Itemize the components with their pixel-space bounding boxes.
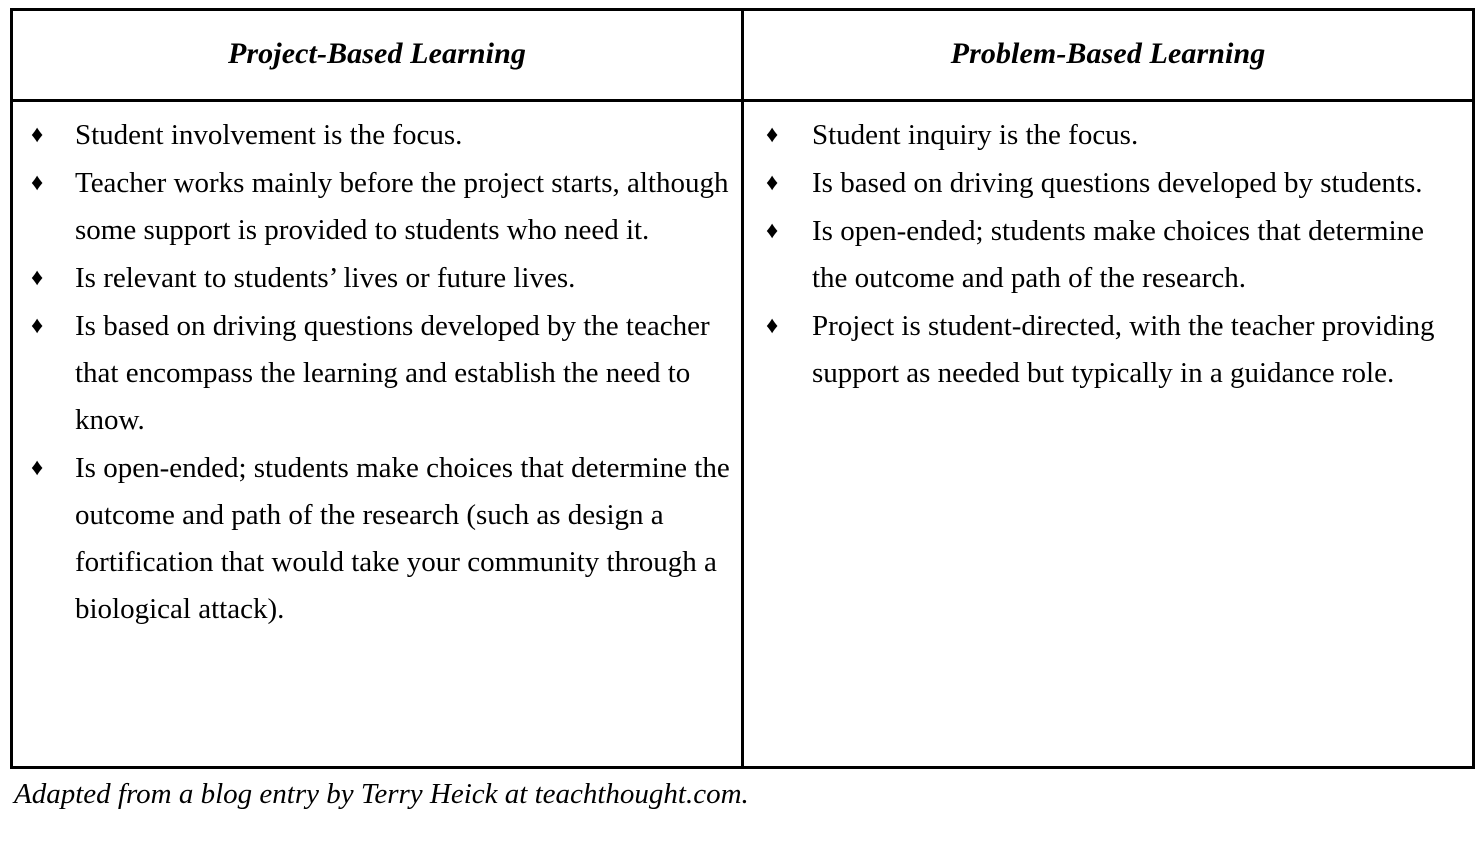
list-item — [17, 160, 735, 254]
list-item-text: Student involvement is the focus. — [75, 119, 463, 151]
list-item — [748, 208, 1466, 302]
list-item — [748, 303, 1466, 397]
diamond-bullet-icon: ♦ — [31, 265, 44, 291]
comparison-table — [10, 8, 1475, 769]
list-item-text: Student inquiry is the focus. — [812, 119, 1139, 151]
list-item — [748, 112, 1466, 159]
list-item-text: Is open-ended; students make choices that determine the outcome and path of the research. — [812, 215, 1425, 294]
column-body-project-based-learning — [12, 101, 743, 768]
diamond-bullet-icon: ♦ — [31, 313, 44, 339]
list-item-text: Is relevant to students’ lives or future lives. — [75, 262, 576, 294]
column-header-problem-based-learning: Problem-Based Learning — [743, 10, 1474, 101]
list-item-text: Is based on driving questions developed by the teacher that encompass the learning and establish the need to know. — [75, 310, 710, 436]
bullet-list-project-based-learning — [17, 112, 735, 633]
column-header-project-based-learning: Project-Based Learning — [12, 10, 743, 101]
diamond-bullet-icon: ♦ — [766, 313, 779, 339]
diamond-bullet-icon: ♦ — [31, 455, 44, 481]
list-item-text: Teacher works mainly before the project starts, although some support is provided to students who need it. — [75, 167, 729, 246]
table-body-row — [12, 101, 1474, 768]
list-item — [17, 112, 735, 159]
diamond-bullet-icon: ♦ — [31, 122, 44, 148]
list-item — [748, 160, 1466, 207]
diamond-bullet-icon: ♦ — [766, 170, 779, 196]
diamond-bullet-icon: ♦ — [31, 170, 44, 196]
list-item-text: Is based on driving questions developed by students. — [812, 167, 1423, 199]
list-item — [17, 255, 735, 302]
list-item-text: Project is student-directed, with the teacher providing support as needed but typically in a guidance role. — [812, 310, 1435, 389]
list-item-text: Is open-ended; students make choices that determine the outcome and path of the research (such as design a fortification that would take your community through a biological attack). — [75, 452, 730, 625]
table-header-row — [12, 10, 1474, 101]
bullet-list-problem-based-learning — [748, 112, 1466, 397]
column-body-problem-based-learning — [743, 101, 1474, 768]
source-attribution: Adapted from a blog entry by Terry Heick at teachthought.com. — [14, 778, 749, 810]
list-item — [17, 303, 735, 444]
diamond-bullet-icon: ♦ — [766, 122, 779, 148]
list-item — [17, 445, 735, 633]
diamond-bullet-icon: ♦ — [766, 218, 779, 244]
